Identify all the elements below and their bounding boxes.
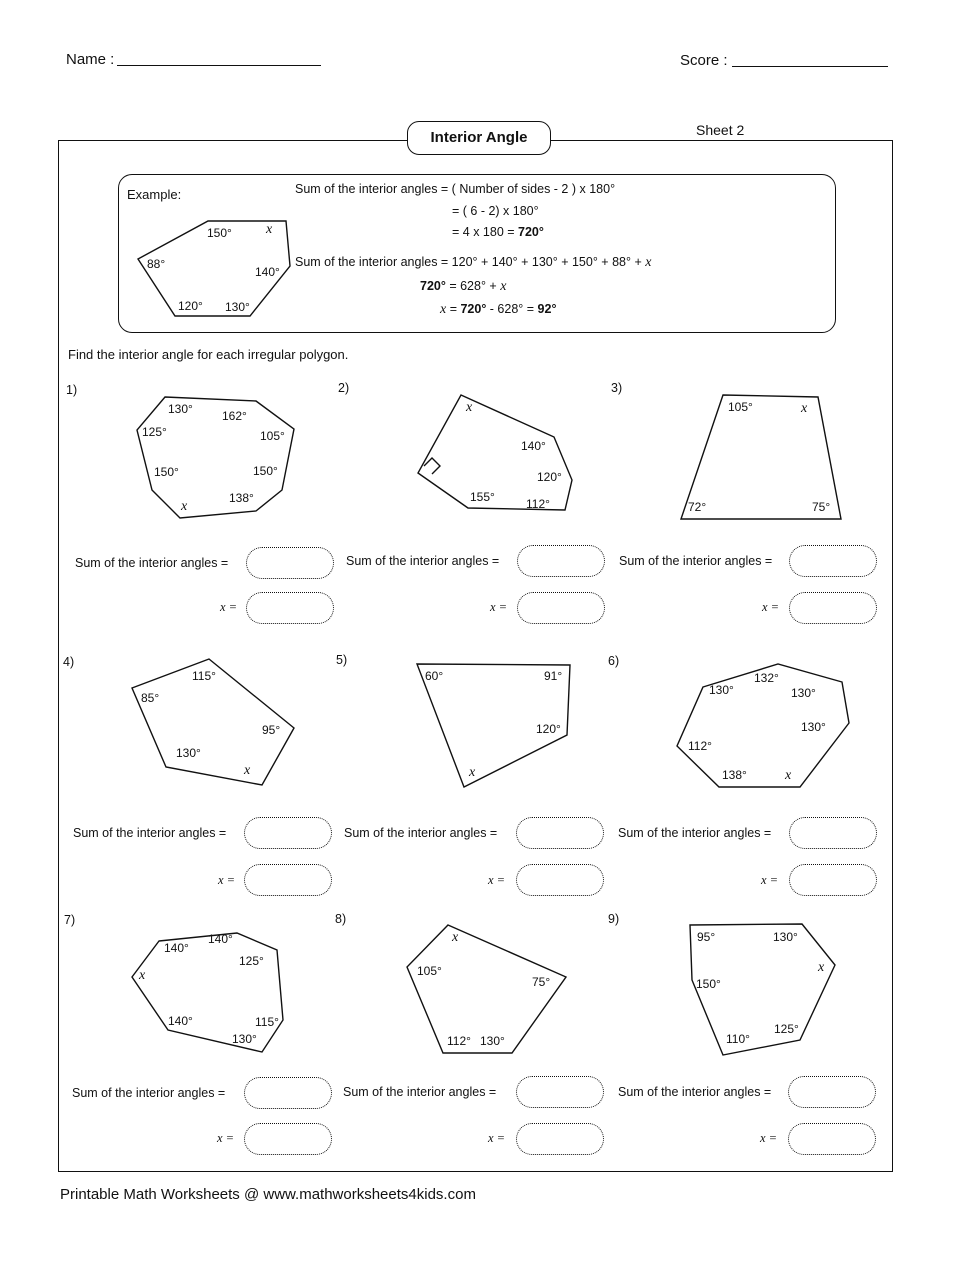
- angle-label: 115°: [192, 669, 216, 683]
- angle-label: 85°: [141, 691, 160, 705]
- line5-var: x: [500, 279, 507, 294]
- sum-label: Sum of the interior angles =: [73, 826, 227, 840]
- angle-label: 140°: [168, 1014, 193, 1028]
- line6-bold2: 92°: [537, 302, 557, 316]
- x-answer-box[interactable]: [246, 592, 334, 624]
- angle-label: 105°: [728, 400, 753, 414]
- x-answer-box[interactable]: [516, 1123, 604, 1155]
- polygon-7: [132, 933, 283, 1052]
- angle-label: 125°: [142, 425, 167, 439]
- sum-answer-box[interactable]: [789, 545, 877, 577]
- x-answer-box[interactable]: [788, 1123, 876, 1155]
- x-answer-box[interactable]: [789, 592, 877, 624]
- x-label: x =: [218, 873, 236, 887]
- example-label: Example:: [127, 187, 182, 202]
- instruction-text: Find the interior angle for each irregular polygon.: [68, 347, 349, 362]
- angle-label: 112°: [688, 739, 712, 753]
- angle-label: 155°: [470, 490, 495, 504]
- example-formula-line1: Sum of the interior angles = ( Number of sides - 2 ) x 180°: [295, 182, 616, 196]
- x-label: x =: [490, 600, 508, 614]
- angle-label: 112°: [447, 1034, 471, 1048]
- angle-label: 95°: [697, 930, 716, 944]
- line5-bold: 720°: [420, 279, 446, 293]
- angle-label: 72°: [688, 500, 707, 514]
- x-label: x =: [488, 873, 506, 887]
- angle-label: 162°: [222, 409, 247, 423]
- problem-number: 7): [64, 913, 76, 927]
- sum-label: Sum of the interior angles =: [346, 554, 500, 568]
- x-answer-box[interactable]: [244, 1123, 332, 1155]
- example-angle-label: 140°: [255, 265, 280, 279]
- x-label: x =: [220, 600, 238, 614]
- x-answer-box[interactable]: [789, 864, 877, 896]
- problem-number: 6): [608, 654, 620, 668]
- angle-label-x: x: [785, 768, 792, 783]
- angle-label: 75°: [812, 500, 831, 514]
- sum-label: Sum of the interior angles =: [619, 554, 773, 568]
- angle-label: 130°: [801, 720, 826, 734]
- sum-label: Sum of the interior angles =: [618, 826, 772, 840]
- angle-label-x: x: [469, 765, 476, 780]
- angle-label: 110°: [726, 1032, 750, 1046]
- angle-label: 140°: [521, 439, 546, 453]
- angle-label-x: x: [139, 968, 146, 983]
- angle-label: 138°: [229, 491, 254, 505]
- angle-label: 140°: [208, 932, 233, 946]
- polygon-2: [418, 395, 572, 510]
- sum-answer-box[interactable]: [244, 817, 332, 849]
- problem-number: 9): [608, 912, 620, 926]
- x-label: x =: [488, 1131, 506, 1145]
- angle-label: 140°: [164, 941, 189, 955]
- problem-number: 2): [338, 381, 350, 395]
- line4-var: x: [645, 255, 652, 270]
- line6-var: x: [440, 302, 447, 317]
- angle-label: 125°: [239, 954, 264, 968]
- angle-label: 105°: [417, 964, 442, 978]
- angle-label: 91°: [544, 669, 563, 683]
- angle-label: 130°: [176, 746, 201, 760]
- angle-label: 120°: [537, 470, 562, 484]
- example-angle-label: 88°: [147, 257, 166, 271]
- angle-label-x: x: [244, 763, 251, 778]
- sheet-label: Sheet 2: [696, 122, 745, 138]
- angle-label: 150°: [253, 464, 278, 478]
- angle-label: 138°: [722, 768, 747, 782]
- line6-mid: =: [446, 302, 461, 316]
- angle-label: 112°: [526, 497, 550, 511]
- angle-label-x: x: [818, 960, 825, 975]
- line6-rest: - 628° =: [486, 302, 538, 316]
- angle-label: 115°: [255, 1015, 279, 1029]
- angle-label: 125°: [774, 1022, 799, 1036]
- angle-label: 105°: [260, 429, 285, 443]
- problem-number: 5): [336, 653, 348, 667]
- example-angle-label: 150°: [207, 226, 232, 240]
- sum-answer-box[interactable]: [517, 545, 605, 577]
- x-label: x =: [217, 1131, 235, 1145]
- sum-label: Sum of the interior angles =: [343, 1085, 497, 1099]
- angle-label: 120°: [536, 722, 561, 736]
- example-angle-label: 120°: [178, 299, 203, 313]
- x-answer-box[interactable]: [517, 592, 605, 624]
- problem-number: 8): [335, 912, 347, 926]
- line4-text: Sum of the interior angles = 120° + 140° + 130° + 150° + 88° +: [295, 255, 646, 269]
- example-formula-line2: = ( 6 - 2) x 180°: [452, 204, 539, 218]
- line3-result: 720°: [518, 225, 544, 239]
- example-angle-label: x: [266, 222, 273, 237]
- x-label: x =: [761, 873, 779, 887]
- x-answer-box[interactable]: [516, 864, 604, 896]
- angle-label: 130°: [232, 1032, 257, 1046]
- sum-answer-box[interactable]: [788, 1076, 876, 1108]
- score-label: Score :: [680, 52, 728, 69]
- angle-label-x: x: [452, 930, 459, 945]
- line6-bold1: 720°: [460, 302, 487, 316]
- worksheet-title: Interior Angle: [407, 121, 551, 155]
- sum-label: Sum of the interior angles =: [344, 826, 498, 840]
- angle-label-x: x: [801, 401, 808, 416]
- sum-answer-box[interactable]: [516, 817, 604, 849]
- angle-label: 132°: [754, 671, 779, 685]
- sum-label: Sum of the interior angles =: [72, 1086, 226, 1100]
- problem-number: 1): [66, 383, 78, 397]
- angle-label: 95°: [262, 723, 281, 737]
- x-label: x =: [762, 600, 780, 614]
- angle-label: 130°: [791, 686, 816, 700]
- problem-number: 3): [611, 381, 623, 395]
- line5-rest: = 628° +: [445, 279, 501, 293]
- sum-label: Sum of the interior angles =: [618, 1085, 772, 1099]
- sum-label: Sum of the interior angles =: [75, 556, 229, 570]
- sum-answer-box[interactable]: [516, 1076, 604, 1108]
- angle-label: 150°: [696, 977, 721, 991]
- angle-label-x: x: [466, 400, 473, 415]
- angle-label: 130°: [480, 1034, 505, 1048]
- angle-label: 75°: [532, 975, 551, 989]
- problem-number: 4): [63, 655, 75, 669]
- angle-label: 60°: [425, 669, 444, 683]
- name-label: Name :: [66, 51, 115, 68]
- sum-answer-box[interactable]: [244, 1077, 332, 1109]
- example-angle-label: 130°: [225, 300, 250, 314]
- sum-answer-box[interactable]: [246, 547, 334, 579]
- angle-label: 130°: [168, 402, 193, 416]
- sum-answer-box[interactable]: [789, 817, 877, 849]
- angle-label-x: x: [181, 499, 188, 514]
- x-label: x =: [760, 1131, 778, 1145]
- angle-label: 150°: [154, 465, 179, 479]
- line3-prefix: = 4 x 180 =: [452, 225, 519, 239]
- footer-text: Printable Math Worksheets @ www.mathworksheets4kids.com: [60, 1186, 476, 1203]
- angle-label: 130°: [709, 683, 734, 697]
- angle-label: 130°: [773, 930, 798, 944]
- right-angle-marker-2: [424, 458, 440, 474]
- x-answer-box[interactable]: [244, 864, 332, 896]
- polygon-1: [137, 397, 294, 518]
